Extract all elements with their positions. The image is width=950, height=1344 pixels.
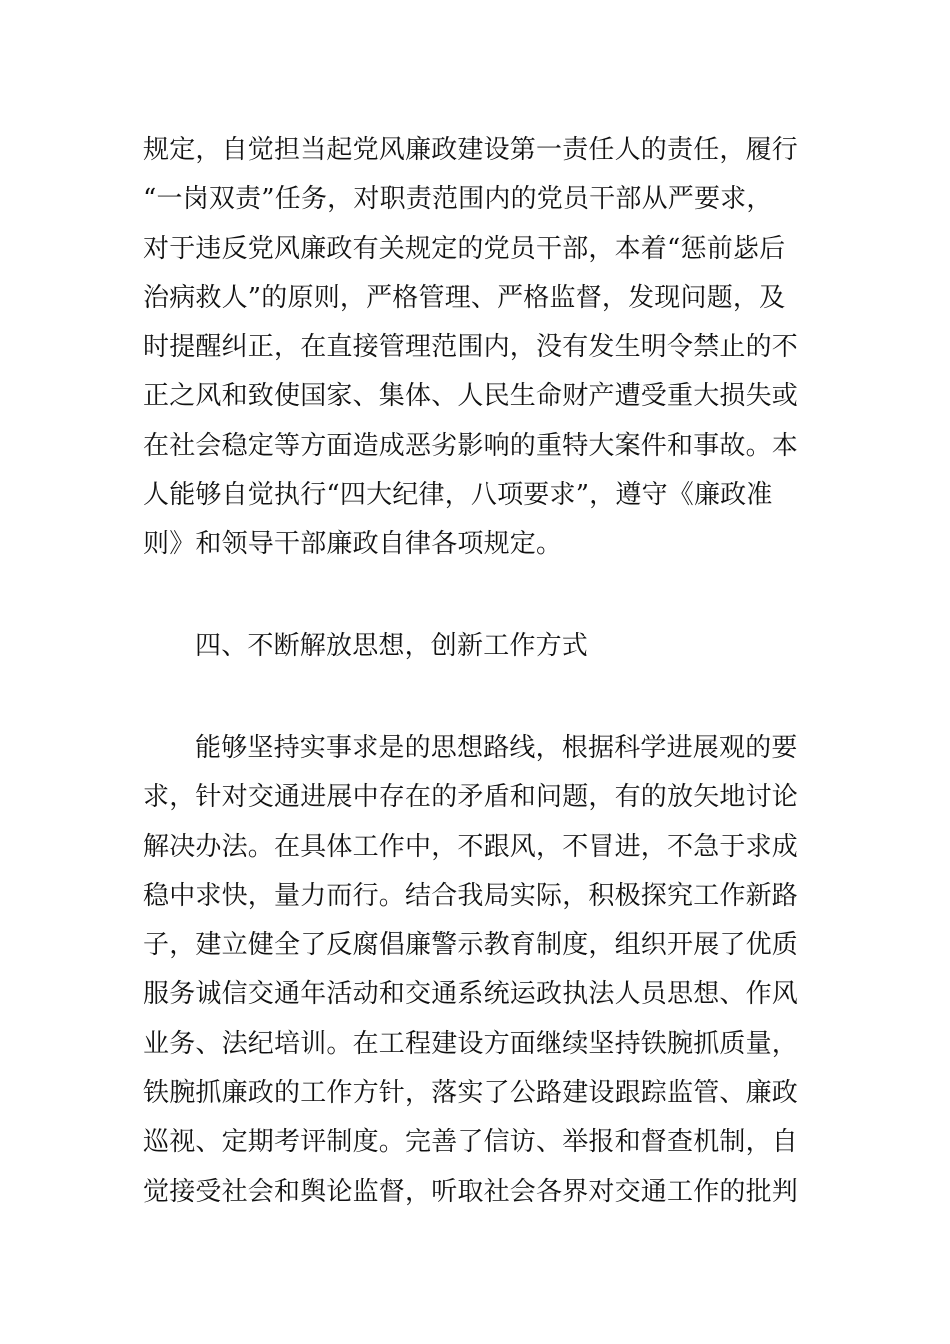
text-line: 能够坚持实事求是的思想路线，根据科学进展观的要 (195, 733, 798, 763)
text-line: 则》和领导干部廉政自律各项规定。 (143, 529, 563, 560)
section-heading: 四、不断解放思想，创新工作方式 (195, 631, 589, 661)
text-line: 治病救人”的原则，严格管理、严格监督，发现问题，及 (143, 282, 786, 313)
section-heading-block (143, 622, 823, 671)
text-line: 巡视、定期考评制度。完善了信访、举报和督查机制，自 (143, 1127, 799, 1158)
text-line: 觉接受社会和舆论监督，听取社会各界对交通工作的批判 (143, 1176, 799, 1207)
text-line: 正之风和致使国家、集体、人民生命财产遭受重大损失或 (143, 381, 799, 412)
text-line: 规定，自觉担当起党风廉政建设第一责任人的责任，履行 (143, 135, 799, 165)
text-line: 铁腕抓廉政的工作方针，落实了公路建设跟踪监管、廉政 (143, 1078, 799, 1109)
text-line: 时提醒纠正，在直接管理范围内，没有发生明令禁止的不 (143, 332, 799, 363)
text-line: “一岗双责”任务，对职责范围内的党员干部从严要求， (143, 184, 773, 215)
paragraph-2 (143, 724, 823, 1217)
text-line: 服务诚信交通年活动和交通系统运政执法人员思想、作风 (143, 979, 799, 1010)
text-line: 对于违反党风廉政有关规定的党员干部，本着“惩前毖后 (143, 233, 786, 264)
text-line: 子，建立健全了反腐倡廉警示教育制度，组织开展了优质 (143, 930, 799, 961)
paragraph-1 (143, 126, 823, 570)
text-line: 求，针对交通进展中存在的矛盾和问题，有的放矢地讨论 (143, 782, 799, 813)
text-line: 稳中求快，量力而行。结合我局实际，积极探究工作新路 (143, 880, 799, 911)
text-line: 在社会稳定等方面造成恶劣影响的重特大案件和事故。本 (143, 430, 799, 461)
text-line: 人能够自觉执行“四大纪律，八项要求”，遵守《廉政准 (143, 480, 773, 511)
text-line: 业务、法纪培训。在工程建设方面继续坚持铁腕抓质量， (143, 1028, 799, 1059)
text-line: 解决办法。在具体工作中，不跟风，不冒进，不急于求成 (143, 831, 799, 862)
